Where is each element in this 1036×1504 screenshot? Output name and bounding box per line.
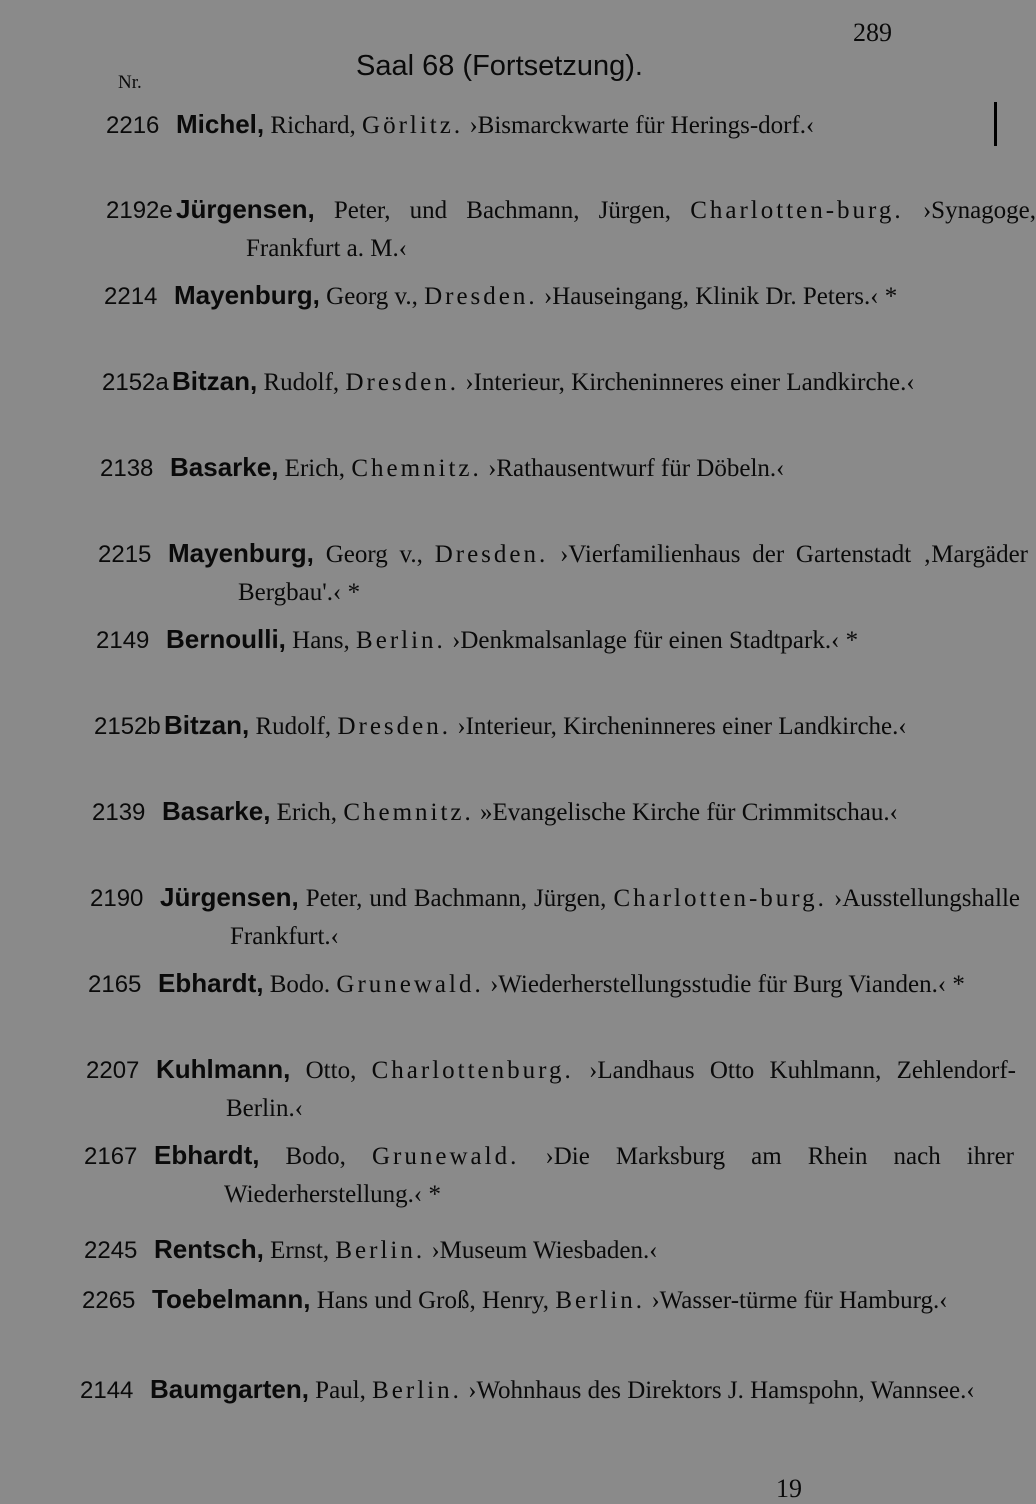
entry-number: 2144 bbox=[80, 1377, 134, 1404]
work-title: ›Wohnhaus des Direktors J. Hamspohn, Wannsee.‹ bbox=[461, 1377, 975, 1404]
entry-number: 2207 bbox=[86, 1057, 140, 1084]
architect-name: Jürgensen, bbox=[160, 882, 299, 912]
entry-number: 2214 bbox=[104, 283, 158, 310]
catalog-entry bbox=[106, 105, 1036, 145]
architect-name: Rentsch, bbox=[154, 1234, 264, 1264]
catalog-entry bbox=[94, 706, 1024, 746]
city: Berlin. bbox=[335, 1237, 426, 1264]
work-title: ›Wiederherstellungsstudie für Burg Vianden.‹ * bbox=[483, 971, 965, 998]
entry-number: 2139 bbox=[92, 799, 146, 826]
architect-details: Erich, bbox=[278, 455, 346, 482]
entry-number: 2149 bbox=[96, 627, 150, 654]
catalog-entry bbox=[84, 1136, 1014, 1214]
architect-details: Georg v., bbox=[313, 541, 423, 568]
catalog-entry bbox=[104, 276, 1034, 316]
catalog-entry bbox=[88, 964, 1018, 1004]
signature-mark: 19 bbox=[776, 1474, 802, 1503]
work-title: ›Die Marksburg am Rhein nach ihrer Wiederherstellung.‹ * bbox=[224, 1143, 1014, 1208]
city: Berlin. bbox=[555, 1287, 646, 1314]
city: Dresden. bbox=[424, 283, 538, 310]
entry-number: 2167 bbox=[84, 1143, 138, 1170]
work-title: ›Ausstellungshalle Frankfurt.‹ bbox=[230, 885, 1021, 950]
entry-number: 2165 bbox=[88, 971, 142, 998]
entry-number: 2138 bbox=[100, 455, 154, 482]
architect-name: Michel, bbox=[176, 109, 265, 139]
work-title: ›Synagoge, Frankfurt a. M.‹ bbox=[246, 197, 1036, 262]
work-title: ›Museum Wiesbaden.‹ bbox=[425, 1237, 658, 1264]
nr-column-label: Nr. bbox=[118, 72, 142, 93]
architect-details: Richard, bbox=[264, 112, 356, 139]
entry-number: 2215 bbox=[98, 541, 152, 568]
catalog-entry bbox=[106, 190, 1036, 268]
architect-details: Bodo, bbox=[259, 1143, 346, 1170]
architect-details: Erich, bbox=[270, 799, 338, 826]
catalog-entry bbox=[80, 1370, 1010, 1410]
entry-number: 2192e bbox=[106, 197, 173, 224]
entry-number: 2216 bbox=[106, 112, 160, 139]
work-title: ›Bismarckwarte für Herings-dorf.‹ bbox=[463, 112, 815, 139]
architect-details: Rudolf, bbox=[249, 713, 332, 740]
architect-details: Hans, bbox=[285, 627, 350, 654]
city: Grunewald. bbox=[336, 971, 484, 998]
architect-details: Ernst, bbox=[263, 1237, 330, 1264]
work-title: ›Landhaus Otto Kuhlmann, Zehlendorf-Berlin.‹ bbox=[226, 1057, 1017, 1122]
architect-name: Bitzan, bbox=[164, 710, 250, 740]
architect-name: Jürgensen, bbox=[176, 194, 315, 224]
city: Dresden. bbox=[337, 713, 451, 740]
city: Görlitz. bbox=[362, 112, 464, 139]
city: Berlin. bbox=[372, 1377, 462, 1404]
architect-details: Hans und Groß, Henry, bbox=[310, 1287, 550, 1314]
architect-name: Bitzan, bbox=[172, 366, 258, 396]
city: Berlin. bbox=[356, 627, 446, 654]
entry-number: 2152b bbox=[94, 713, 161, 740]
catalog-entry bbox=[86, 1050, 1016, 1128]
work-title: ›Vierfamilienhaus der Gartenstadt ‚Margäder Bergbau'.‹ * bbox=[238, 541, 1028, 606]
catalog-entry bbox=[96, 620, 1026, 660]
architect-name: Baumgarten, bbox=[150, 1374, 309, 1404]
entry-number: 2245 bbox=[84, 1237, 138, 1264]
architect-name: Mayenburg, bbox=[174, 280, 320, 310]
page-number: 289 bbox=[853, 18, 892, 47]
work-title: ›Denkmalsanlage für einen Stadtpark.‹ * bbox=[445, 627, 859, 654]
architect-details: Georg v., bbox=[319, 283, 418, 310]
catalog-entry bbox=[100, 448, 1030, 488]
catalog-entry bbox=[98, 534, 1028, 612]
catalog-entry bbox=[84, 1230, 1014, 1270]
architect-name: Mayenburg, bbox=[168, 538, 314, 568]
city: Dresden. bbox=[345, 369, 459, 396]
catalog-entry bbox=[90, 878, 1020, 956]
catalog-entry bbox=[92, 792, 1022, 832]
architect-name: Bernoulli, bbox=[166, 624, 286, 654]
architect-name: Toebelmann, bbox=[152, 1284, 311, 1314]
architect-details: Peter, und Bachmann, Jürgen, bbox=[298, 885, 607, 912]
architect-details: Peter, und Bachmann, Jürgen, bbox=[314, 197, 672, 224]
catalog-entry bbox=[102, 362, 1032, 402]
work-title: ›Interieur, Kircheninneres einer Landkirche.‹ bbox=[451, 713, 907, 740]
catalog-entry bbox=[82, 1280, 1012, 1320]
architect-name: Basarke, bbox=[162, 796, 271, 826]
architect-details: Paul, bbox=[308, 1377, 366, 1404]
work-title: ›Interieur, Kircheninneres einer Landkirche.‹ bbox=[459, 369, 915, 396]
entry-number: 2265 bbox=[82, 1287, 136, 1314]
city: Grunewald. bbox=[372, 1143, 520, 1170]
entry-number: 2152a bbox=[102, 369, 169, 396]
running-title: Saal 68 (Fortsetzung). bbox=[356, 50, 643, 82]
entry-number: 2190 bbox=[90, 885, 144, 912]
architect-details: Otto, bbox=[290, 1057, 357, 1084]
city: Charlotten-burg. bbox=[613, 885, 827, 912]
work-title: ›Wasser-türme für Hamburg.‹ bbox=[645, 1287, 948, 1314]
architect-name: Ebhardt, bbox=[154, 1140, 260, 1170]
architect-details: Rudolf, bbox=[257, 369, 340, 396]
city: Chemnitz. bbox=[343, 799, 474, 826]
city: Dresden. bbox=[434, 541, 549, 568]
architect-name: Ebhardt, bbox=[158, 968, 264, 998]
architect-details: Bodo. bbox=[263, 971, 331, 998]
city: Charlottenburg. bbox=[371, 1057, 574, 1084]
work-title: ›Hauseingang, Klinik Dr. Peters.‹ * bbox=[537, 283, 898, 310]
city: Charlotten-burg. bbox=[690, 197, 904, 224]
work-title: ›Rathausentwurf für Döbeln.‹ bbox=[481, 455, 785, 482]
architect-name: Kuhlmann, bbox=[156, 1054, 291, 1084]
work-title: »Evangelische Kirche für Crimmitschau.‹ bbox=[473, 799, 898, 826]
architect-name: Basarke, bbox=[170, 452, 279, 482]
city: Chemnitz. bbox=[351, 455, 482, 482]
